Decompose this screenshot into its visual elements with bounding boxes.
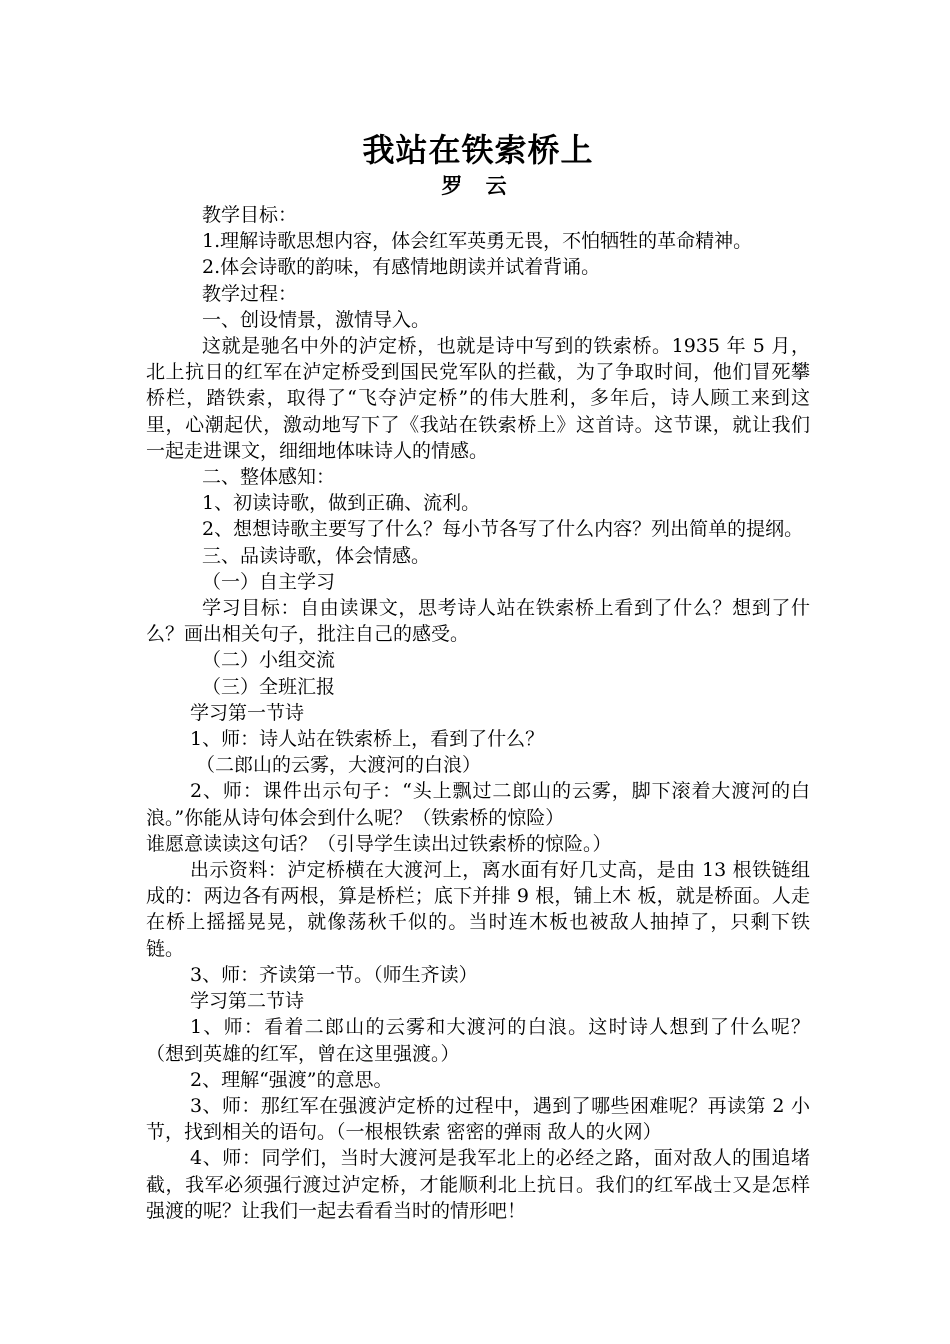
paragraph: 1、初读诗歌，做到正确、流利。	[202, 492, 481, 515]
paragraph: 一、创设情景，激情导入。	[202, 308, 431, 331]
paragraph: 2.体会诗歌的韵味，有感情地朗读并试着背诵。	[202, 256, 601, 279]
paragraph: 1、师：诗人站在铁索桥上，看到了什么？	[190, 728, 545, 751]
paragraph: 2、理解“强渡”的意思。	[190, 1068, 393, 1091]
paragraph: 学习第二节诗	[190, 990, 305, 1013]
paragraph: 三、品读诗歌，体会情感。	[202, 544, 431, 567]
paragraph: 谁愿意读读这句话？（引导学生读出过铁索桥的惊险。）	[146, 832, 612, 855]
paragraph: （一）自主学习	[202, 570, 336, 593]
document-page	[146, 128, 810, 1224]
paragraph: 3、师：齐读第一节。（师生齐读）	[190, 963, 478, 986]
document-author: 罗 云	[441, 173, 515, 198]
paragraph: 教学目标：	[202, 204, 298, 226]
document-title: 我站在铁索桥上	[362, 131, 594, 169]
paragraph: 学习第一节诗	[190, 701, 305, 724]
paragraph: 学习目标：自由读课文，思考诗人站在铁索桥上看到了什么？想到了什么？画出相关句子，批注自己的感受。	[146, 597, 810, 646]
paragraph: 4、师：同学们，当时大渡河是我军北上的必经之路，面对敌人的围追堵截，我军必须强行渡过泸定桥，才能顺利北上抗日。我们的红军战士又是怎样强渡的呢？让我们一起去看看当时的情形吧！	[146, 1147, 810, 1222]
paragraph: 这就是驰名中外的泸定桥，也就是诗中写到的铁索桥。1935 年 5 月，北上抗日的红军在泸定桥受到国民党军队的拦截，为了争取时间，他们冒死攀桥栏，踏铁索，取得了“飞夺泸定桥”的伟大胜利，多年后，诗人顾工来到这里，心潮起伏，激动地写下了《我站在铁索桥上》这首诗。这节课，就让我们一起走进课文，细细地体味诗人的情感。	[146, 335, 810, 462]
document-body	[146, 202, 810, 1224]
paragraph: 1.理解诗歌思想内容，体会红军英勇无畏，不怕牺牲的革命精神。	[202, 230, 753, 253]
paragraph: （二郎山的云雾，大渡河的白浪）	[196, 754, 482, 777]
paragraph: 3、师：那红军在强渡泸定桥的过程中，遇到了哪些困难呢？再读第 2 小节，找到相关的语句。（一根根铁索 密密的弹雨 敌人的火网）	[146, 1094, 810, 1144]
paragraph: 教学过程：	[202, 282, 298, 305]
paragraph: 二、整体感知：	[202, 466, 336, 489]
paragraph: （三）全班汇报	[202, 675, 336, 698]
paragraph: （二）小组交流	[202, 649, 336, 672]
paragraph: 2、想想诗歌主要写了什么？每小节各写了什么内容？列出简单的提纲。	[202, 518, 804, 541]
paragraph: 1、师：看着二郎山的云雾和大渡河的白浪。这时诗人想到了什么呢？（想到英雄的红军，曾在这里强渡。）	[146, 1016, 810, 1065]
paragraph: 2、师：课件出示句子：“头上飘过二郎山的云雾，脚下滚着大渡河的白浪。”你能从诗句体会到什么呢？（铁索桥的惊险）	[146, 780, 810, 829]
paragraph: 出示资料：泸定桥横在大渡河上，离水面有好几丈高，是由 13 根铁链组成的：两边各有两根，算是桥栏；底下并排 9 根，铺上木 板，就是桥面。人走在桥上摇摇晃晃，就像荡秋千似的。当时连木板也被敌人抽掉了，只剩下铁链。	[146, 859, 810, 960]
